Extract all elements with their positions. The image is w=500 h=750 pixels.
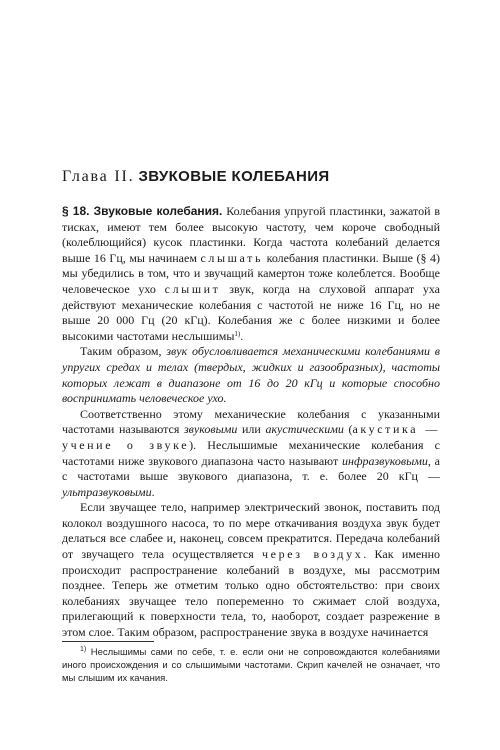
text-run: Если звучащее тело, например электрический звонок, поставить под колокол воздушного насоса, то по мере откачивания воздуха звук будет делаться все слабее и, наконец, совсем прекратится. Передача колебаний от звучащего тела осуществляется <box>62 500 440 562</box>
footnote-ref[interactable]: 1) <box>234 329 241 338</box>
section-paragraph <box>62 204 440 344</box>
footnote-marker: 1) <box>80 646 87 653</box>
italic-term: ультразвуковыми <box>62 484 152 499</box>
text-run: ( <box>348 422 353 437</box>
spaced-emphasis: через воздух <box>262 547 364 562</box>
footnote-divider <box>62 641 154 642</box>
text-run: звук, когда на слуховой аппарат уха действуют механические колебания с частотой не ниже 16 Гц, но не выше 20 000 Гц (20 кГц). Колебания же с более низкими и более высокими частотами неслышимы <box>62 281 441 343</box>
spaced-emphasis: слышать <box>200 250 264 265</box>
book-page <box>62 0 440 750</box>
text-run: Колебания упругой пластинки, зажатой в тисках, имеют тем более высокую частоту, чем короче свободный (колеблющийся) кусок пластинки. Когда частота колебаний делается выше 16 Гц, мы начинаем <box>62 204 440 265</box>
terminology-paragraph <box>62 407 440 501</box>
footnote-text: Неслышимы сами по себе, т. е. если они не сопровождаются колебаниями иного происхождения и со слышимыми частотами. Скрип качелей не означает, что мы слышим их качания. <box>62 647 440 684</box>
spaced-emphasis: слышит <box>164 281 221 296</box>
definition-paragraph <box>62 344 440 406</box>
spaced-emphasis: акустика — учение о звуке <box>62 422 441 452</box>
text-run: ). Неслышимые механические колебания с частотами ниже звукового диапазона часто называют <box>62 437 440 468</box>
italic-term: звуковыми <box>184 422 238 437</box>
propagation-paragraph <box>62 500 440 640</box>
section-heading: § 18. Звуковые колебания. <box>62 204 223 218</box>
text-run: , а с частотами выше звукового диапазона, т. е. более 20 кГц — <box>62 453 440 484</box>
text-run: Таким образом, <box>80 344 162 359</box>
chapter-name: ЗВУКОВЫЕ КОЛЕБАНИЯ <box>138 168 330 185</box>
text-run: . <box>240 328 244 343</box>
text-run: Соответственно этому механические колебания с указанными частотами называются <box>62 406 440 437</box>
italic-definition: звук обусловливается механическими колебаниями в упругих средах и телах (твердых, жидких и газообразных), частоты которых лежат в диапазоне от 16 до 20 кГц и которые способно воспринимать человеческое ухо. <box>62 344 441 406</box>
chapter-body <box>62 204 440 641</box>
text-run: . Как именно происходит распространение колебаний в воздухе, мы рассмотрим позднее. Теперь же отметим только одно обстоятельство: при своих колебаниях звучащее тело попеременно то сжимает слой воздуха, прилегающий к поверхности тела, то, наоборот, создает разрежение в этом слое. Таким образом, распространение звука в воздухе начинается <box>62 547 441 640</box>
footnote <box>62 646 440 685</box>
text-run: или <box>241 422 261 437</box>
italic-term: инфразвуковыми <box>342 453 428 468</box>
text-run: колебания пластинки. Выше (§ 4) мы убедились в том, что и звучащий камертон тоже колеблется. Вообще человеческое ухо <box>62 250 441 296</box>
chapter-label: Глава II. <box>62 168 135 185</box>
italic-term: акустическими <box>265 422 344 437</box>
chapter-title <box>62 166 440 188</box>
text-run: . <box>151 484 155 499</box>
